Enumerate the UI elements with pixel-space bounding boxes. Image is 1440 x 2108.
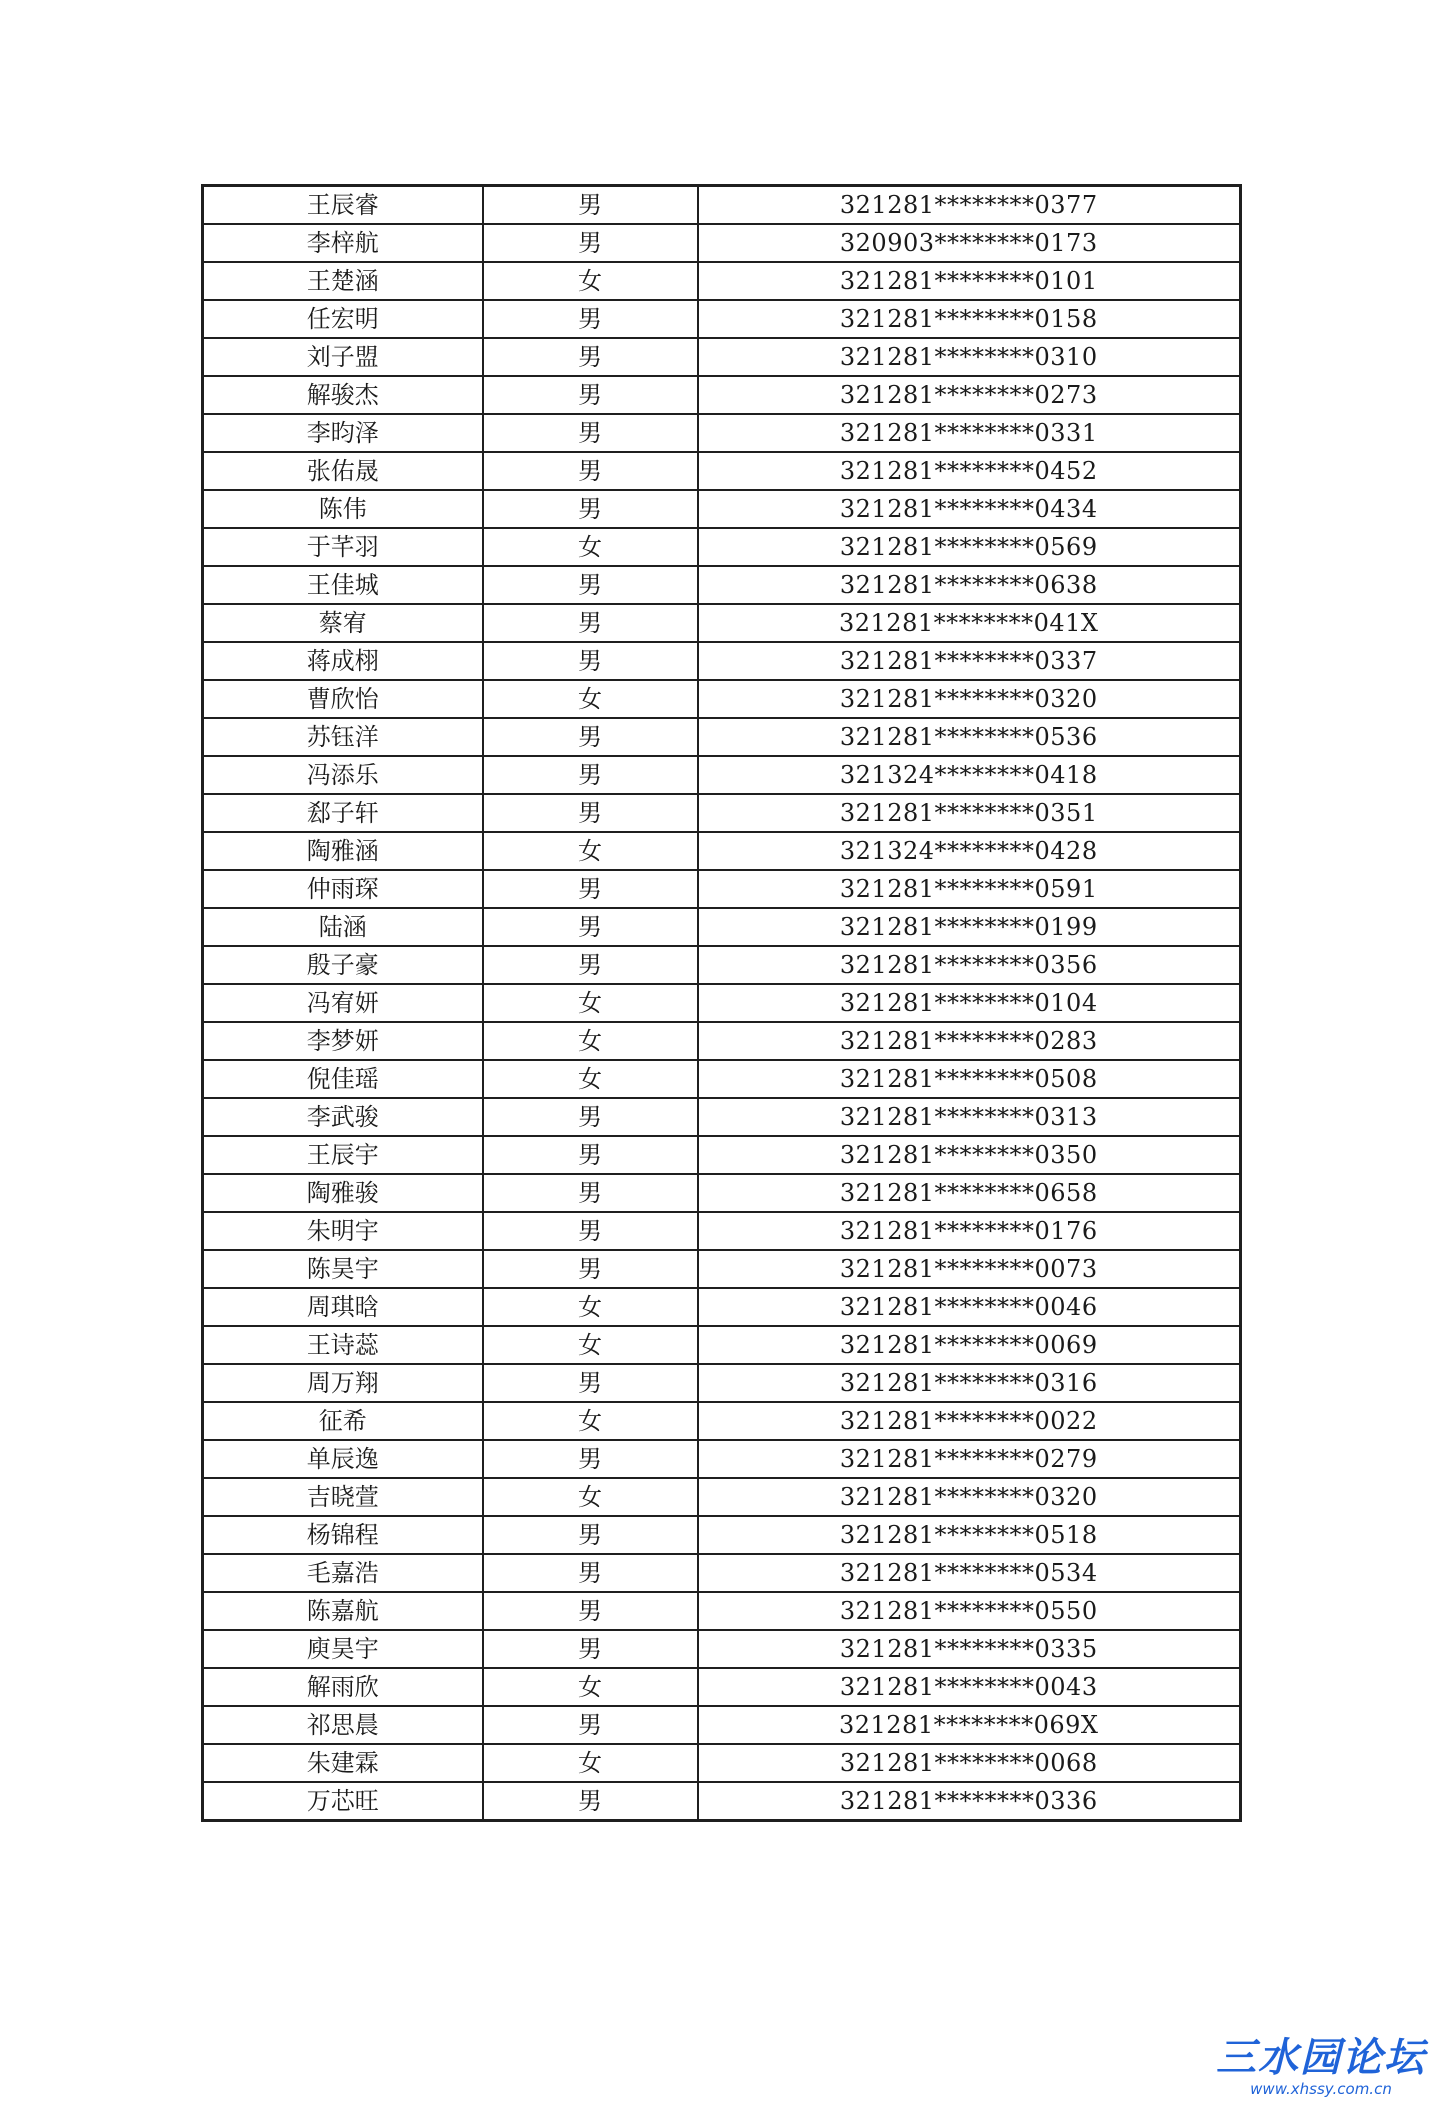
table-row xyxy=(203,1060,1241,1098)
name-cell: 冯宥妍 xyxy=(203,984,483,1022)
table-row xyxy=(203,262,1241,300)
table-row xyxy=(203,642,1241,680)
table-row xyxy=(203,1478,1241,1516)
id-number-cell: 321281********0569 xyxy=(698,528,1241,566)
gender-cell: 男 xyxy=(483,300,698,338)
table-row xyxy=(203,528,1241,566)
roster-body xyxy=(203,186,1241,1821)
name-cell: 征希 xyxy=(203,1402,483,1440)
id-number-cell: 321281********0350 xyxy=(698,1136,1241,1174)
gender-cell: 男 xyxy=(483,186,698,225)
name-cell: 冯添乐 xyxy=(203,756,483,794)
table-row xyxy=(203,1744,1241,1782)
gender-cell: 男 xyxy=(483,414,698,452)
id-number-cell: 321281********0283 xyxy=(698,1022,1241,1060)
gender-cell: 男 xyxy=(483,1782,698,1821)
name-cell: 朱明宇 xyxy=(203,1212,483,1250)
name-cell: 张佑晟 xyxy=(203,452,483,490)
id-number-cell: 321281********0337 xyxy=(698,642,1241,680)
name-cell: 朱建霖 xyxy=(203,1744,483,1782)
id-number-cell: 321281********0351 xyxy=(698,794,1241,832)
gender-cell: 男 xyxy=(483,1554,698,1592)
id-number-cell: 321281********0279 xyxy=(698,1440,1241,1478)
id-number-cell: 321281********0199 xyxy=(698,908,1241,946)
table-row xyxy=(203,566,1241,604)
id-number-cell: 320903********0173 xyxy=(698,224,1241,262)
name-cell: 苏钰洋 xyxy=(203,718,483,756)
id-number-cell: 321281********0335 xyxy=(698,1630,1241,1668)
table-row xyxy=(203,604,1241,642)
gender-cell: 男 xyxy=(483,376,698,414)
table-row xyxy=(203,946,1241,984)
table-row xyxy=(203,1516,1241,1554)
gender-cell: 男 xyxy=(483,1630,698,1668)
gender-cell: 男 xyxy=(483,566,698,604)
gender-cell: 男 xyxy=(483,870,698,908)
table-row xyxy=(203,718,1241,756)
id-number-cell: 321281********0320 xyxy=(698,1478,1241,1516)
table-row xyxy=(203,908,1241,946)
id-number-cell: 321281********0176 xyxy=(698,1212,1241,1250)
id-number-cell: 321281********0536 xyxy=(698,718,1241,756)
table-row xyxy=(203,794,1241,832)
name-cell: 周琪晗 xyxy=(203,1288,483,1326)
name-cell: 陈嘉航 xyxy=(203,1592,483,1630)
gender-cell: 女 xyxy=(483,1668,698,1706)
name-cell: 庾昊宇 xyxy=(203,1630,483,1668)
gender-cell: 男 xyxy=(483,338,698,376)
table-row xyxy=(203,1174,1241,1212)
gender-cell: 女 xyxy=(483,832,698,870)
gender-cell: 男 xyxy=(483,1212,698,1250)
name-cell: 王诗蕊 xyxy=(203,1326,483,1364)
id-number-cell: 321281********0104 xyxy=(698,984,1241,1022)
table-row xyxy=(203,1212,1241,1250)
name-cell: 王佳城 xyxy=(203,566,483,604)
id-number-cell: 321281********0320 xyxy=(698,680,1241,718)
id-number-cell: 321324********0428 xyxy=(698,832,1241,870)
name-cell: 万芯旺 xyxy=(203,1782,483,1821)
table-row xyxy=(203,832,1241,870)
name-cell: 解雨欣 xyxy=(203,1668,483,1706)
gender-cell: 男 xyxy=(483,1136,698,1174)
table-row xyxy=(203,1592,1241,1630)
id-number-cell: 321281********0591 xyxy=(698,870,1241,908)
table-row xyxy=(203,1554,1241,1592)
table-row xyxy=(203,300,1241,338)
name-cell: 曹欣怡 xyxy=(203,680,483,718)
gender-cell: 女 xyxy=(483,1478,698,1516)
id-number-cell: 321281********0331 xyxy=(698,414,1241,452)
gender-cell: 女 xyxy=(483,528,698,566)
gender-cell: 女 xyxy=(483,1022,698,1060)
table-row xyxy=(203,376,1241,414)
id-number-cell: 321281********0316 xyxy=(698,1364,1241,1402)
table-row xyxy=(203,1630,1241,1668)
gender-cell: 男 xyxy=(483,1706,698,1744)
name-cell: 吉晓萱 xyxy=(203,1478,483,1516)
name-cell: 殷子豪 xyxy=(203,946,483,984)
name-cell: 李武骏 xyxy=(203,1098,483,1136)
table-row xyxy=(203,1668,1241,1706)
id-number-cell: 321281********0073 xyxy=(698,1250,1241,1288)
table-row xyxy=(203,756,1241,794)
name-cell: 李梦妍 xyxy=(203,1022,483,1060)
id-number-cell: 321281********0452 xyxy=(698,452,1241,490)
name-cell: 陈伟 xyxy=(203,490,483,528)
table-row xyxy=(203,1326,1241,1364)
gender-cell: 女 xyxy=(483,984,698,1022)
gender-cell: 女 xyxy=(483,1060,698,1098)
gender-cell: 男 xyxy=(483,718,698,756)
gender-cell: 男 xyxy=(483,1364,698,1402)
gender-cell: 男 xyxy=(483,1516,698,1554)
id-number-cell: 321281********0336 xyxy=(698,1782,1241,1821)
id-number-cell: 321281********0550 xyxy=(698,1592,1241,1630)
id-number-cell: 321281********069X xyxy=(698,1706,1241,1744)
id-number-cell: 321281********0101 xyxy=(698,262,1241,300)
name-cell: 陶雅涵 xyxy=(203,832,483,870)
table-row xyxy=(203,224,1241,262)
name-cell: 毛嘉浩 xyxy=(203,1554,483,1592)
site-watermark xyxy=(1216,2036,1426,2098)
name-cell: 蔡宥 xyxy=(203,604,483,642)
id-number-cell: 321281********0377 xyxy=(698,186,1241,225)
name-cell: 王楚涵 xyxy=(203,262,483,300)
table-row xyxy=(203,680,1241,718)
name-cell: 于芊羽 xyxy=(203,528,483,566)
gender-cell: 男 xyxy=(483,1098,698,1136)
id-number-cell: 321281********0508 xyxy=(698,1060,1241,1098)
gender-cell: 男 xyxy=(483,946,698,984)
table-row xyxy=(203,1782,1241,1821)
id-number-cell: 321281********0638 xyxy=(698,566,1241,604)
id-number-cell: 321281********0534 xyxy=(698,1554,1241,1592)
gender-cell: 男 xyxy=(483,642,698,680)
table-row xyxy=(203,870,1241,908)
id-number-cell: 321281********0310 xyxy=(698,338,1241,376)
table-row xyxy=(203,1706,1241,1744)
name-cell: 王辰宇 xyxy=(203,1136,483,1174)
name-cell: 仲雨琛 xyxy=(203,870,483,908)
table-row xyxy=(203,1364,1241,1402)
gender-cell: 女 xyxy=(483,1402,698,1440)
gender-cell: 男 xyxy=(483,1592,698,1630)
name-cell: 蒋成栩 xyxy=(203,642,483,680)
name-cell: 倪佳瑶 xyxy=(203,1060,483,1098)
name-cell: 祁思晨 xyxy=(203,1706,483,1744)
id-number-cell: 321281********0313 xyxy=(698,1098,1241,1136)
table-row xyxy=(203,452,1241,490)
name-cell: 王辰睿 xyxy=(203,186,483,225)
id-number-cell: 321281********0434 xyxy=(698,490,1241,528)
gender-cell: 女 xyxy=(483,262,698,300)
gender-cell: 男 xyxy=(483,452,698,490)
table-row xyxy=(203,414,1241,452)
table-row xyxy=(203,1402,1241,1440)
gender-cell: 男 xyxy=(483,490,698,528)
id-number-cell: 321281********0273 xyxy=(698,376,1241,414)
gender-cell: 男 xyxy=(483,908,698,946)
id-number-cell: 321281********041X xyxy=(698,604,1241,642)
watermark-logo-text: 三水园论坛 xyxy=(1216,2035,1426,2081)
name-cell: 陶雅骏 xyxy=(203,1174,483,1212)
watermark-url: www.xhssy.com.cn xyxy=(1250,2080,1392,2098)
table-row xyxy=(203,338,1241,376)
gender-cell: 女 xyxy=(483,1326,698,1364)
gender-cell: 女 xyxy=(483,1744,698,1782)
gender-cell: 女 xyxy=(483,680,698,718)
id-number-cell: 321281********0068 xyxy=(698,1744,1241,1782)
id-number-cell: 321324********0418 xyxy=(698,756,1241,794)
gender-cell: 男 xyxy=(483,224,698,262)
gender-cell: 男 xyxy=(483,604,698,642)
id-number-cell: 321281********0043 xyxy=(698,1668,1241,1706)
table-row xyxy=(203,1250,1241,1288)
name-cell: 单辰逸 xyxy=(203,1440,483,1478)
name-cell: 刘子盟 xyxy=(203,338,483,376)
table-row xyxy=(203,1022,1241,1060)
id-number-cell: 321281********0046 xyxy=(698,1288,1241,1326)
name-cell: 郄子轩 xyxy=(203,794,483,832)
table-row xyxy=(203,1440,1241,1478)
name-cell: 任宏明 xyxy=(203,300,483,338)
name-cell: 李梓航 xyxy=(203,224,483,262)
id-number-cell: 321281********0158 xyxy=(698,300,1241,338)
id-number-cell: 321281********0069 xyxy=(698,1326,1241,1364)
name-cell: 陈昊宇 xyxy=(203,1250,483,1288)
gender-cell: 男 xyxy=(483,1250,698,1288)
id-number-cell: 321281********0658 xyxy=(698,1174,1241,1212)
gender-cell: 女 xyxy=(483,1288,698,1326)
gender-cell: 男 xyxy=(483,1440,698,1478)
name-cell: 李昀泽 xyxy=(203,414,483,452)
table-row xyxy=(203,1136,1241,1174)
table-row xyxy=(203,1288,1241,1326)
name-cell: 杨锦程 xyxy=(203,1516,483,1554)
table-row xyxy=(203,984,1241,1022)
id-number-cell: 321281********0022 xyxy=(698,1402,1241,1440)
gender-cell: 男 xyxy=(483,756,698,794)
id-number-cell: 321281********0356 xyxy=(698,946,1241,984)
name-cell: 周万翔 xyxy=(203,1364,483,1402)
name-cell: 解骏杰 xyxy=(203,376,483,414)
gender-cell: 男 xyxy=(483,794,698,832)
name-cell: 陆涵 xyxy=(203,908,483,946)
table-row xyxy=(203,490,1241,528)
student-roster-table xyxy=(201,184,1242,1822)
table-row xyxy=(203,1098,1241,1136)
id-number-cell: 321281********0518 xyxy=(698,1516,1241,1554)
gender-cell: 男 xyxy=(483,1174,698,1212)
table-row xyxy=(203,186,1241,225)
